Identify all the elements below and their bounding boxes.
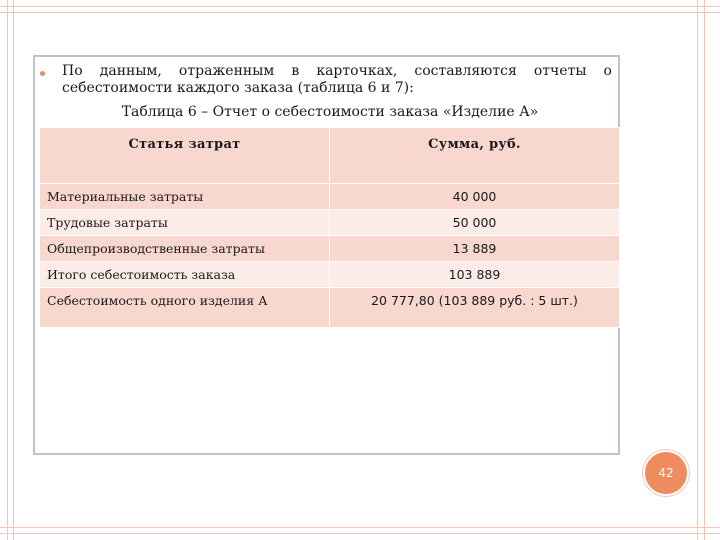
amount-cell: 103 889: [330, 262, 620, 288]
bullet-icon: [40, 71, 45, 76]
decorative-line: [704, 0, 705, 540]
page-number-badge: 42: [643, 450, 689, 496]
cost-item-cell: Себестоимость одного изделия А: [40, 288, 330, 328]
cost-report-table: [39, 127, 620, 328]
table-row: [40, 210, 620, 236]
amount-cell: 40 000: [330, 184, 620, 210]
table-row: [40, 262, 620, 288]
table-row: [40, 236, 620, 262]
decorative-line: [13, 0, 14, 540]
decorative-line: [697, 0, 698, 540]
amount-cell: 50 000: [330, 210, 620, 236]
decorative-line: [7, 0, 8, 540]
cost-item-cell: Общепроизводственные затраты: [40, 236, 330, 262]
cost-item-cell: Итого себестоимость заказа: [40, 262, 330, 288]
decorative-line: [0, 527, 720, 528]
amount-cell: 20 777,80 (103 889 руб. : 5 шт.): [330, 288, 620, 328]
cost-item-cell: Трудовые затраты: [40, 210, 330, 236]
column-header-item: Статья затрат: [40, 128, 330, 184]
amount-cell: 13 889: [330, 236, 620, 262]
decorative-line: [0, 533, 720, 534]
decorative-line: [0, 12, 720, 13]
decorative-line: [0, 6, 720, 7]
intro-paragraph: По данным, отраженным в карточках, составляются отчеты о себестоимости каждого заказа (таблица 6 и 7):: [62, 63, 612, 96]
table-row: [40, 184, 620, 210]
table-header-row: [40, 128, 620, 184]
column-header-amount: Сумма, руб.: [330, 128, 620, 184]
table-caption: Таблица 6 – Отчет о себестоимости заказа «Изделие А»: [121, 104, 539, 120]
table-row: [40, 288, 620, 328]
cost-item-cell: Материальные затраты: [40, 184, 330, 210]
